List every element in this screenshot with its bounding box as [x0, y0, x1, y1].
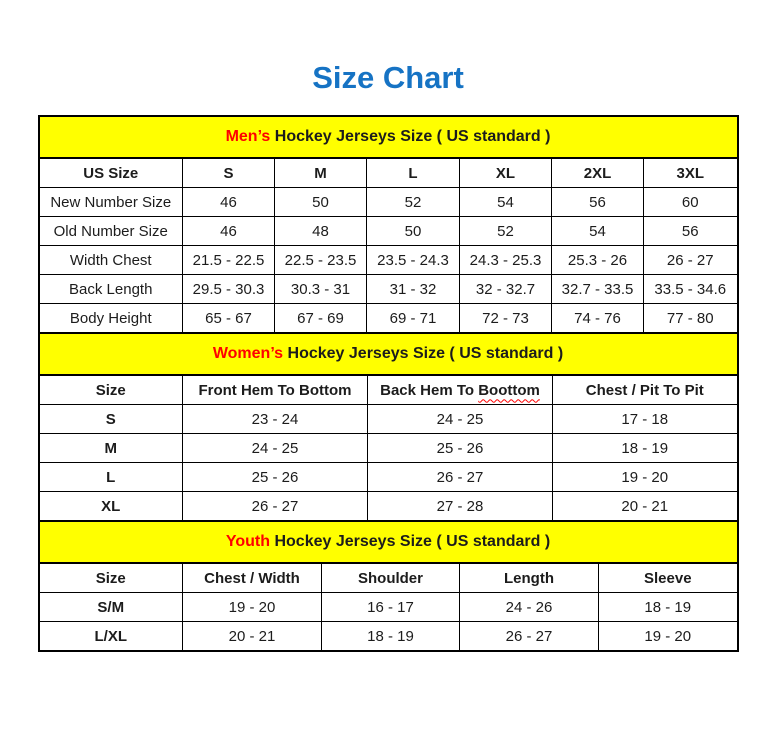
table-cell: 24 - 25: [183, 434, 368, 463]
table-cell: 26 - 27: [644, 246, 737, 275]
table-row: [40, 492, 737, 521]
mens-banner-accent: Men’s: [225, 128, 271, 145]
table-cell: 31 - 32: [367, 275, 460, 304]
womens-banner: [40, 333, 737, 375]
table-cell: 67 - 69: [275, 304, 367, 333]
table-cell: 17 - 18: [553, 405, 737, 434]
row-label: L/XL: [40, 622, 183, 651]
mens-banner-cell: [40, 117, 737, 158]
table-cell: 23.5 - 24.3: [367, 246, 460, 275]
table-cell: 72 - 73: [460, 304, 552, 333]
mens-banner-text: Hockey Jerseys Size ( US standard ): [270, 128, 551, 145]
table-cell: 56: [644, 217, 737, 246]
row-label: Width Chest: [40, 246, 183, 275]
column-header-text: Back Hem To: [380, 381, 479, 399]
row-label: S/M: [40, 593, 183, 622]
column-header: 3XL: [644, 158, 737, 188]
column-header: Front Hem To Bottom: [183, 375, 368, 405]
table-cell: 26 - 27: [183, 492, 368, 521]
row-label: Old Number Size: [40, 217, 183, 246]
column-header: Chest / Pit To Pit: [553, 375, 737, 405]
table-row: [40, 622, 737, 651]
column-header: M: [275, 158, 367, 188]
youth-banner: [40, 521, 737, 563]
table-cell: 29.5 - 30.3: [183, 275, 275, 304]
table-cell: 25.3 - 26: [552, 246, 644, 275]
size-chart: [38, 115, 739, 652]
womens-banner-accent: Women’s: [212, 345, 284, 362]
table-row: [40, 463, 737, 492]
column-header: Sleeve: [599, 563, 737, 593]
youth-banner-accent: Youth: [225, 533, 271, 550]
youth-size-table: [40, 520, 737, 650]
table-cell: 26 - 27: [460, 622, 599, 651]
table-cell: 69 - 71: [367, 304, 460, 333]
row-label: XL: [40, 492, 183, 521]
table-cell: 52: [367, 188, 460, 217]
row-label: S: [40, 405, 183, 434]
mens-size-table: [40, 117, 737, 332]
table-row: [40, 304, 737, 333]
page-title: Size Chart: [312, 60, 464, 95]
table-row: [40, 434, 737, 463]
table-cell: 32 - 32.7: [460, 275, 552, 304]
table-cell: 16 - 17: [322, 593, 460, 622]
table-cell: 65 - 67: [183, 304, 275, 333]
column-header: Size: [40, 563, 183, 593]
table-cell: 50: [275, 188, 367, 217]
table-cell: 30.3 - 31: [275, 275, 367, 304]
table-row: [40, 246, 737, 275]
column-header: S: [183, 158, 275, 188]
table-cell: 24 - 25: [368, 405, 553, 434]
table-cell: 52: [460, 217, 552, 246]
row-label: Body Height: [40, 304, 183, 333]
table-cell: 32.7 - 33.5: [552, 275, 644, 304]
column-header-misspelled: [368, 375, 553, 405]
column-header: L: [367, 158, 460, 188]
column-header: Length: [460, 563, 599, 593]
column-header: US Size: [40, 158, 183, 188]
table-row: [40, 217, 737, 246]
table-cell: 60: [644, 188, 737, 217]
column-header: XL: [460, 158, 552, 188]
table-cell: 19 - 20: [553, 463, 737, 492]
table-cell: 46: [183, 188, 275, 217]
row-label: M: [40, 434, 183, 463]
table-cell: 48: [275, 217, 367, 246]
table-cell: 54: [552, 217, 644, 246]
youth-header-row: [40, 563, 737, 593]
youth-banner-text: Hockey Jerseys Size ( US standard ): [270, 533, 551, 550]
table-row: [40, 188, 737, 217]
youth-banner-cell: [40, 521, 737, 563]
table-cell: 24.3 - 25.3: [460, 246, 552, 275]
mens-header-row: [40, 158, 737, 188]
table-row: [40, 593, 737, 622]
table-cell: 74 - 76: [552, 304, 644, 333]
womens-header-row: [40, 375, 737, 405]
table-row: [40, 405, 737, 434]
table-cell: 20 - 21: [553, 492, 737, 521]
table-cell: 33.5 - 34.6: [644, 275, 737, 304]
table-cell: 23 - 24: [183, 405, 368, 434]
table-cell: 25 - 26: [368, 434, 553, 463]
table-cell: 19 - 20: [183, 593, 322, 622]
womens-banner-text: Hockey Jerseys Size ( US standard ): [283, 345, 564, 362]
table-cell: 54: [460, 188, 552, 217]
table-cell: 26 - 27: [368, 463, 553, 492]
table-cell: 22.5 - 23.5: [275, 246, 367, 275]
womens-banner-cell: [40, 333, 737, 375]
row-label: L: [40, 463, 183, 492]
mens-banner: [40, 117, 737, 158]
table-cell: 46: [183, 217, 275, 246]
table-cell: 24 - 26: [460, 593, 599, 622]
column-header: Chest / Width: [183, 563, 322, 593]
row-label: Back Length: [40, 275, 183, 304]
table-cell: 56: [552, 188, 644, 217]
table-cell: 19 - 20: [599, 622, 737, 651]
table-cell: 20 - 21: [183, 622, 322, 651]
column-header: Size: [40, 375, 183, 405]
column-header: 2XL: [552, 158, 644, 188]
table-cell: 77 - 80: [644, 304, 737, 333]
table-cell: 25 - 26: [183, 463, 368, 492]
table-cell: 50: [367, 217, 460, 246]
table-cell: 18 - 19: [322, 622, 460, 651]
table-cell: 18 - 19: [553, 434, 737, 463]
misspelled-word: Boottom: [478, 381, 540, 399]
table-cell: 18 - 19: [599, 593, 737, 622]
table-cell: 27 - 28: [368, 492, 553, 521]
row-label: New Number Size: [40, 188, 183, 217]
column-header: Shoulder: [322, 563, 460, 593]
womens-size-table: [40, 332, 737, 520]
table-cell: 21.5 - 22.5: [183, 246, 275, 275]
table-row: [40, 275, 737, 304]
